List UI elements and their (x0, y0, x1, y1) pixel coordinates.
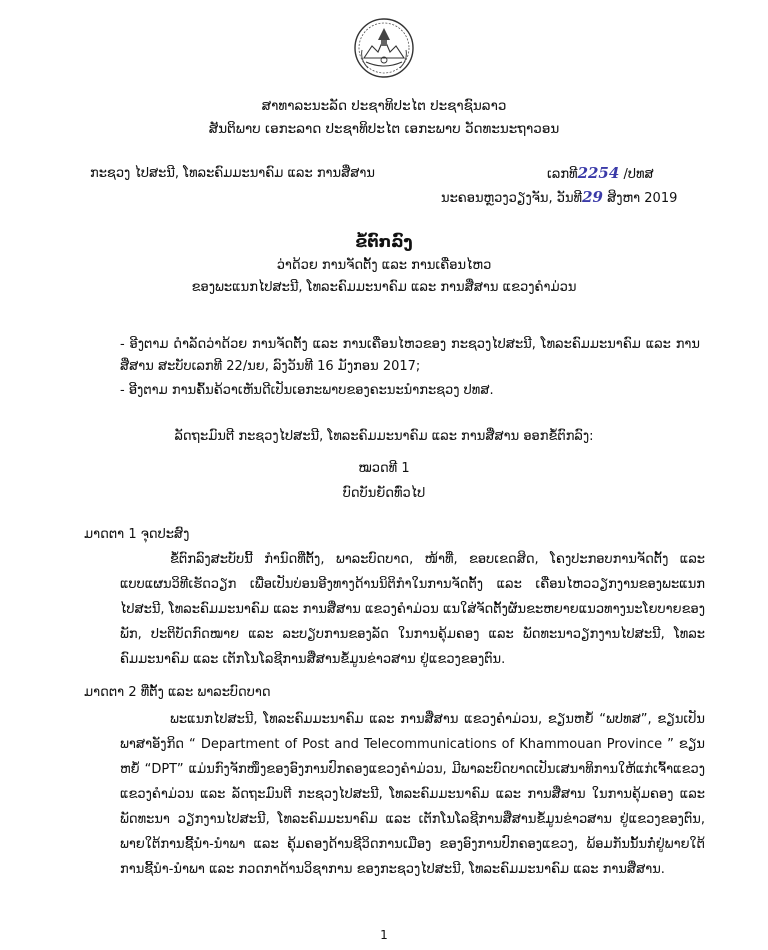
header-motto: ສັນຕິພາບ ເອກະລາດ ປະຊາທິປະໄຕ ເອກະພາບ ວັດທະນະຖາວອນ (208, 121, 560, 137)
article-2-body: ພະແນກໄປສະນີ, ໂທລະຄົມມະນາຄົມ ແລະ ການສື່ສານ ແຂວງຄໍາມ່ວນ, ຂຽນຫຍໍ້ “ພປທສ”, ຂຽນເປັນພາສາອັງກິດ “ Department of Post and Telecommunications of Khammouan Province ” ຂຽນຫຍໍ້ “DPT” ແມ່ນກົງຈັກໜຶ່ງຂອງອົງການປົກຄອງແຂວງຄໍາມ່ວນ, ມີພາລະບົດບາດເປັນເສນາທິການໃຫ້ແກ່ເຈົ້າແຂວງ ແຂວງຄໍາມ່ວນ ແລະ ລັດຖະມົນຕີ ກະຊວງໄປສະນີ, ໂທລະຄົມມະນາຄົມ ແລະ ການສື່ສານ ໃນການຄຸ້ມຄອງ ແລະ ພັດທະນາ ວຽກງານໄປສະນີ, ໂທລະຄົມມະນາຄົມ ແລະ ເຕັກໂນໂລຊີການສື່ສານຂໍ້ມູນຂ່າວສານ ຢູ່ແຂວງຂອງຕົນ, ພາຍໃຕ້ການຊີ້ນໍາ-ນໍາພາ ແລະ ຄຸ້ມຄອງດ້ານຊີວິດການເມືອງ ຂອງອົງການປົກຄອງແຂວງ, ພ້ອມກັນນັ້ນກໍ່ຢູ່ພາຍໃຕ້ການຊີ້ນໍາ-ນໍາພາ ແລະ ກວດກາດ້ານວິຊາການ ຂອງກະຊວງໄປສະນີ, ໂທລະຄົມມະນາຄົມ ແລະ ການສື່ສານ. (120, 712, 705, 877)
doc-number-suffix: /ປທສ (623, 167, 654, 182)
reference-item: - ອີງຕາມ ການຄົ້ນຄ້ວາເຫັນດີເປັນເອກະພາບຂອງຄະນະນໍາກະຊວງ ປທສ. (120, 383, 494, 398)
header-republic: ສາທາລະນະລັດ ປະຊາທິປະໄຕ ປະຊາຊົນລາວ (261, 98, 507, 114)
national-emblem-icon (352, 16, 416, 80)
article-1-body: ຂໍ້ຕົກລົງສະບັບນີ້ ກໍານົດທີ່ຕັ້ງ, ພາລະບົດບາດ, ໜ້າທີ່, ຂອບເຂດສິດ, ໂຄງປະກອບການຈັດຕັ້ງ ແລະ ແບບແຜນວິທີເຮັດວຽກ ເພື່ອເປັນບ່ອນອີງທາງດ້ານນິຕິກໍາໃນການຈັດຕັ້ງ ແລະ ເຄື່ອນໄຫວວຽກງານຂອງພະແນກໄປສະນີ, ໂທລະຄົມມະນາຄົມ ແລະ ການສື່ສານ ແຂວງຄໍາມ່ວນ ແນໃສ່ຈັດຕັ້ງຜັນຂະຫຍາຍແນວທາງນະໂຍບາຍຂອງພັກ, ປະຕິບັດກົດໝາຍ ແລະ ລະບຽບການຂອງລັດ ໃນການຄຸ້ມຄອງ ແລະ ພັດທະນາວຽກງານໄປສະນີ, ໂທລະຄົມມະນາຄົມ ແລະ ເຕັກໂນໂລຊີການສື່ສານຂໍ້ມູນຂ່າວສານ ຢູ່ແຂວງຂອງຕົນ. (120, 552, 705, 667)
chapter-name: ບົດບັນຍັດທົ່ວໄປ (342, 486, 426, 501)
article-1-heading: ມາດຕາ 1 ຈຸດປະສົງ (84, 527, 190, 542)
document-number (547, 164, 654, 182)
article-2-heading: ມາດຕາ 2 ທີ່ຕັ້ງ ແລະ ພາລະບົດບາດ (84, 685, 271, 700)
page-number: 1 (380, 928, 388, 942)
document-title: ຂໍ້ຕົກລົງ (355, 232, 413, 251)
reference-item: - ອີງຕາມ ດໍາລັດວ່າດ້ວຍ ການຈັດຕັ້ງ ແລະ ການເຄື່ອນໄຫວຂອງ ກະຊວງໄປສະນີ, ໂທລະຄົມມະນາຄົມ ແລະ ການສື່ສານ ສະບັບເລກທີ 22/ນຍ, ລົງວັນທີ 16 ມັງກອນ 2017; (120, 337, 700, 374)
date-line (441, 188, 677, 206)
doc-number-prefix: ເລກທີ (547, 167, 578, 182)
date-day-handwritten: 29 (582, 188, 603, 206)
document-subtitle-2: ຂອງພະແນກໄປສະນີ, ໂທລະຄົມມະນາຄົມ ແລະ ການສື່ສານ ແຂວງຄໍາມ່ວນ (191, 280, 577, 295)
date-suffix: ສິງຫາ 2019 (607, 191, 678, 206)
doc-number-handwritten: 2254 (577, 164, 620, 182)
decision-line: ລັດຖະມົນຕີ ກະຊວງໄປສະນີ, ໂທລະຄົມມະນາຄົມ ແລະ ການສື່ສານ ອອກຂໍ້ຕົກລົງ: (174, 429, 594, 444)
document-subtitle-1: ວ່າດ້ວຍ ການຈັດຕັ້ງ ແລະ ການເຄື່ອນໄຫວ (276, 258, 492, 273)
date-prefix: ນະຄອນຫຼວງວຽງຈັນ, ວັນທີ (441, 191, 583, 206)
ministry-name: ກະຊວງ ໄປສະນີ, ໂທລະຄົມມະນາຄົມ ແລະ ການສື່ສານ (90, 166, 375, 181)
chapter-number: ໝວດທີ 1 (358, 461, 410, 476)
